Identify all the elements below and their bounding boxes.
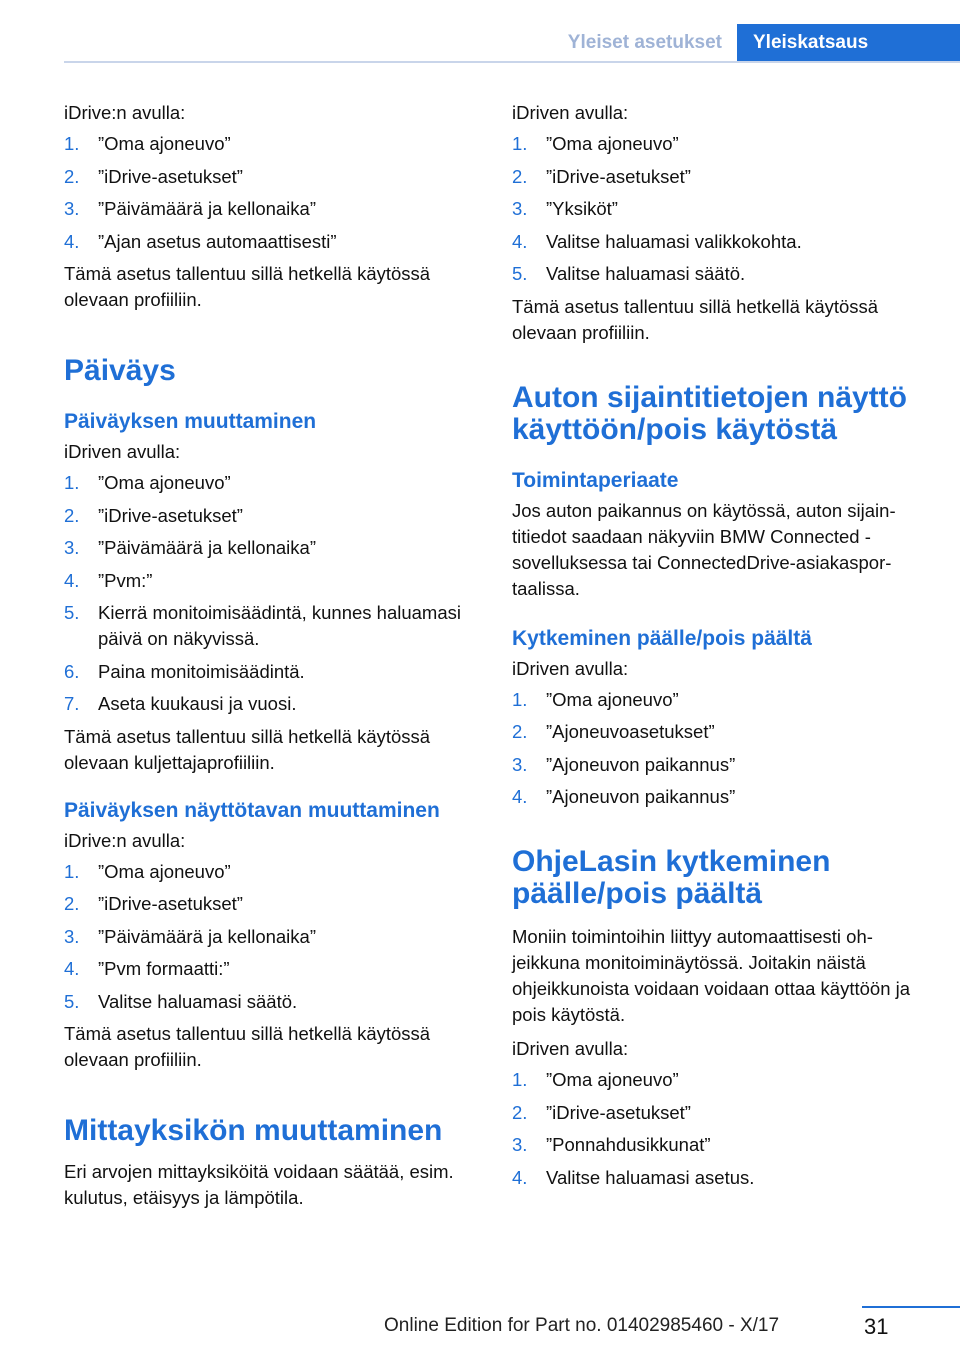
list-item	[512, 196, 928, 222]
list-item-text: Paina monitoimisäädintä.	[98, 660, 305, 682]
list-item-text: ”Ajoneuvon paikannus”	[546, 786, 736, 807]
list-item	[64, 229, 480, 255]
list-item-text: ”Oma ajoneuvo”	[546, 1069, 679, 1090]
list-item-number: 4.	[64, 569, 80, 591]
list-item-number: 1.	[512, 133, 528, 154]
list-item-number: 2.	[64, 893, 80, 914]
list-item-number: 1.	[64, 860, 80, 882]
right-list-3	[512, 1067, 928, 1191]
list-item	[64, 164, 480, 190]
left-list-1	[64, 131, 480, 255]
header-section-tab: Yleiset asetukset	[567, 32, 722, 53]
list-item-number: 3.	[512, 1134, 528, 1155]
list-item-number: 3.	[512, 753, 528, 775]
list-item-text: ”Päivämäärä ja kellonaika”	[98, 925, 316, 947]
right-intro-1: iDriven avulla:	[512, 102, 629, 123]
list-item-number: 3.	[64, 925, 80, 947]
list-item	[64, 956, 480, 982]
list-item-number: 3.	[64, 537, 80, 558]
list-item-text: Kierrä monitoimisäädintä, kunnes haluamasi päivä on näkyvissä.	[98, 602, 461, 649]
list-item	[512, 1165, 928, 1191]
list-item-text: ”Oma ajoneuvo”	[98, 472, 231, 493]
list-item	[512, 1132, 928, 1158]
right-column	[512, 100, 928, 1197]
header-chapter-tab: Yleiskatsaus	[737, 24, 960, 62]
list-item-text: ”Ajan asetus automaattisesti”	[98, 230, 337, 252]
list-item	[64, 131, 480, 157]
list-item	[64, 470, 480, 496]
footer-divider	[862, 1306, 960, 1308]
heading-paivayksen-muuttaminen: Päiväyksen muuttaminen	[64, 410, 317, 433]
list-item	[512, 131, 928, 157]
right-note-1: Tämä asetus tallentuu sillä hetkellä käytössä olevaan profiiliin.	[512, 295, 879, 343]
list-item-text: ”Ajoneuvon paikannus”	[546, 753, 736, 775]
ohjelasi-text: Moniin toimintoihin liittyy automaattisesti ohjeikkuna monitoiminäytössä. Joitakin näistä ohjeikkunoista voidaan voidaan ottaa käyttöön ja pois käytöstä.	[512, 926, 911, 1025]
left-note-3: Tämä asetus tallentuu sillä hetkellä käytössä olevaan profiiliin.	[64, 1023, 431, 1070]
header-divider	[64, 61, 960, 63]
list-item	[512, 229, 928, 255]
list-item	[64, 989, 480, 1015]
list-item-number: 3.	[512, 198, 528, 219]
mittayksikko-text: Eri arvojen mittayksiköitä voidaan säätää, esim. kulutus, etäisyys ja lämpötila.	[64, 1161, 454, 1208]
list-item	[512, 1100, 928, 1126]
list-item	[64, 691, 480, 717]
right-list-1	[512, 131, 928, 287]
list-item	[512, 752, 928, 778]
list-item-number: 4.	[64, 958, 80, 979]
list-item-text: ”Oma ajoneuvo”	[98, 860, 231, 882]
left-intro-3: iDrive:n avulla:	[64, 829, 186, 851]
list-item-text: ”Oma ajoneuvo”	[546, 688, 679, 710]
list-item	[64, 568, 480, 594]
left-note-2: Tämä asetus tallentuu sillä hetkellä käytössä olevaan kuljettajaprofiiliin.	[64, 725, 431, 773]
right-intro-3: iDriven avulla:	[512, 1038, 629, 1059]
list-item-number: 3.	[64, 198, 80, 219]
list-item-text: ”Yksiköt”	[546, 198, 618, 219]
list-item-text: Valitse haluamasi asetus.	[546, 1166, 755, 1188]
list-item	[512, 687, 928, 713]
list-item	[64, 659, 480, 685]
list-item-number: 2.	[64, 504, 80, 526]
list-item-text: Valitse haluamasi valikkokohta.	[546, 230, 802, 252]
list-item-number: 2.	[64, 165, 80, 187]
list-item-number: 1.	[512, 1069, 528, 1090]
list-item	[512, 719, 928, 745]
toimintaperiaate-text: Jos auton paikannus on käytössä, auton sijaintitiedot saadaan näkyviin BMW Connected -sovelluksessa tai ConnectedDrive-asiakasportaalissa.	[512, 499, 896, 599]
page-number: 31	[864, 1314, 889, 1339]
footer-edition: Online Edition for Part no. 01402985460 - X/17	[384, 1315, 780, 1336]
list-item-number: 1.	[64, 133, 80, 154]
list-item-number: 1.	[512, 688, 528, 710]
list-item	[512, 784, 928, 810]
list-item	[64, 503, 480, 529]
list-item-number: 7.	[64, 693, 80, 714]
heading-ohjelasi: OhjeLasin kytkeminen päälle/pois päältä	[512, 845, 831, 910]
list-item-text: Valitse haluamasi säätö.	[546, 263, 746, 284]
list-item-number: 6.	[64, 660, 80, 682]
list-item-text: ”Ajoneuvoasetukset”	[546, 721, 715, 742]
list-item	[512, 1067, 928, 1093]
list-item	[64, 600, 480, 652]
heading-paivays: Päiväys	[64, 354, 176, 387]
list-item-text: ”Pvm formaatti:”	[98, 958, 230, 979]
list-item-number: 4.	[512, 230, 528, 252]
list-item-number: 4.	[512, 1166, 528, 1188]
left-intro-2: iDriven avulla:	[64, 441, 181, 462]
left-list-2	[64, 470, 480, 717]
list-item	[512, 261, 928, 287]
list-item	[64, 196, 480, 222]
list-item-text: ”iDrive-asetukset”	[98, 504, 243, 526]
list-item-number: 4.	[512, 786, 528, 807]
list-item-text: ”iDrive-asetukset”	[546, 1101, 691, 1123]
heading-toimintaperiaate: Toimintaperiaate	[512, 468, 679, 492]
list-item-number: 2.	[512, 165, 528, 187]
list-item-text: ”iDrive-asetukset”	[98, 165, 243, 187]
list-item	[64, 924, 480, 950]
list-item-number: 2.	[512, 721, 528, 742]
heading-sijaintitiedot: Auton sijaintitietojen näyttö käyttöön/pois käytöstä	[512, 380, 907, 446]
list-item-number: 5.	[512, 263, 528, 284]
list-item-text: ”Pvm:”	[98, 569, 153, 591]
list-item-number: 2.	[512, 1101, 528, 1123]
heading-kytkeminen: Kytkeminen päälle/pois päältä	[512, 626, 812, 650]
left-intro-1: iDrive:n avulla:	[64, 102, 186, 123]
list-item-number: 5.	[64, 602, 80, 623]
list-item-text: Aseta kuukausi ja vuosi.	[98, 693, 297, 714]
list-item	[512, 164, 928, 190]
list-item-number: 1.	[64, 472, 80, 493]
list-item	[64, 535, 480, 561]
left-column	[64, 100, 480, 1211]
list-item-text: ”Oma ajoneuvo”	[546, 133, 679, 154]
list-item	[64, 859, 480, 885]
right-intro-2: iDriven avulla:	[512, 657, 629, 679]
list-item-text: ”Päivämäärä ja kellonaika”	[98, 537, 316, 558]
heading-mittayksikko: Mittayksikön muuttaminen	[64, 1114, 443, 1147]
list-item	[64, 891, 480, 917]
list-item-number: 5.	[64, 990, 80, 1012]
right-list-2	[512, 687, 928, 811]
list-item-text: ”iDrive-asetukset”	[546, 165, 691, 187]
list-item-text: ”iDrive-asetukset”	[98, 893, 243, 914]
list-item-text: ”Ponnahdusikkunat”	[546, 1134, 711, 1155]
left-list-3	[64, 859, 480, 1015]
list-item-text: ”Oma ajoneuvo”	[98, 133, 231, 154]
list-item-text: ”Päivämäärä ja kellonaika”	[98, 198, 316, 219]
left-note-1: Tämä asetus tallentuu sillä hetkellä käytössä olevaan profiiliin.	[64, 263, 431, 310]
list-item-number: 4.	[64, 230, 80, 252]
heading-nayttotapa: Päiväyksen näyttötavan muuttaminen	[64, 798, 440, 822]
list-item-text: Valitse haluamasi säätö.	[98, 990, 298, 1012]
